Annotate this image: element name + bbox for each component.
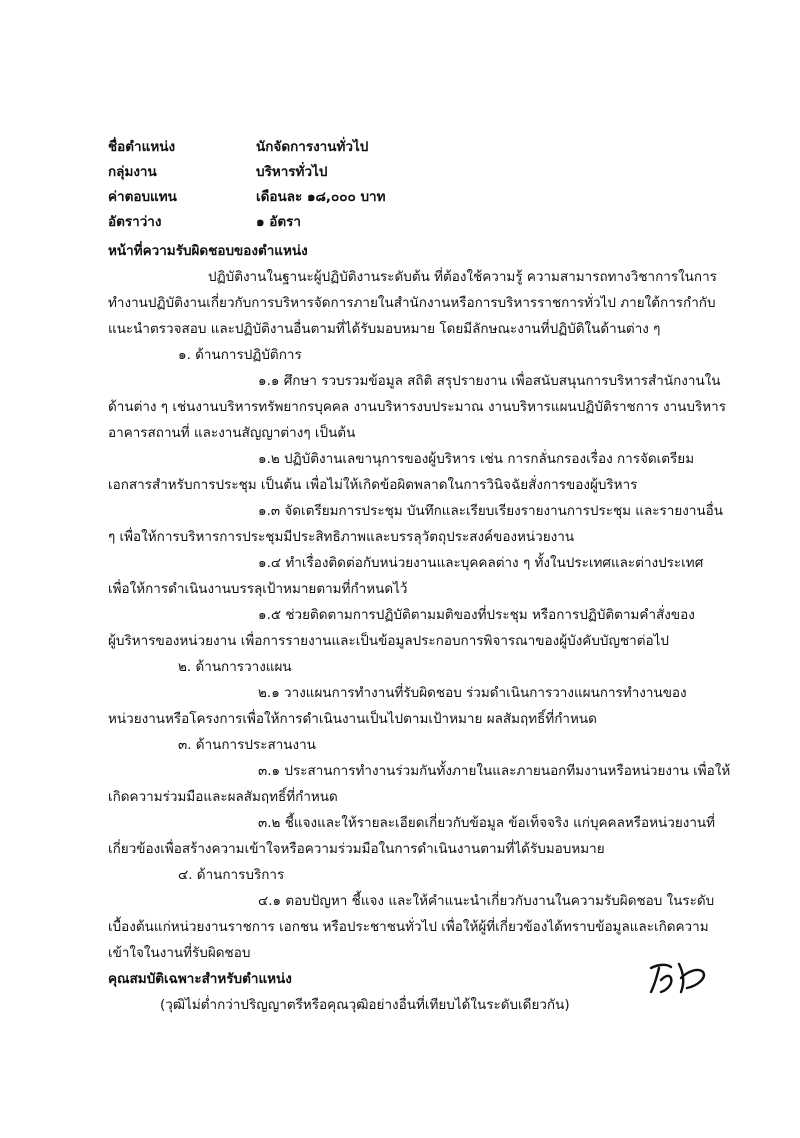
duty-line: ๑.๑ ศึกษา รวบรวมข้อมูล สถิติ สรุปรายงาน เพื่อสนับสนุนการบริหารสำนักงานใน bbox=[258, 373, 721, 389]
duty-line: หน่วยงานหรือโครงการเพื่อให้การดำเนินงานเป็นไปตามเป้าหมาย ผลสัมฤทธิ์ที่กำหนด bbox=[108, 711, 597, 727]
intro-line: ปฏิบัติงานในฐานะผู้ปฏิบัติงานระดับต้น ที่ต้องใช้ความรู้ ความสามารถทางวิชาการในการ bbox=[208, 269, 717, 285]
duty-line: เข้าใจในงานที่รับผิดชอบ bbox=[108, 945, 251, 961]
salary-value: เดือนละ ๑๘,๐๐๐ บาท bbox=[256, 189, 386, 205]
work-group-value: บริหารทั่วไป bbox=[256, 164, 328, 180]
salary-label: ค่าตอบแทน bbox=[108, 189, 177, 205]
section-title: ๔. ด้านการบริการ bbox=[178, 867, 285, 883]
duty-line: ๓.๑ ประสานการทำงานร่วมกันทั้งภายในและภายนอกทีมงานหรือหน่วยงาน เพื่อให้ bbox=[258, 763, 731, 779]
duty-line: ๓.๒ ชี้แจงและให้รายละเอียดเกี่ยวกับข้อมูล ข้อเท็จจริง แก่บุคคลหรือหน่วยงานที่ bbox=[258, 815, 716, 831]
duty-line: ๒.๑ วางแผนการทำงานที่รับผิดชอบ ร่วมดำเนินการวางแผนการทำงานของ bbox=[258, 685, 687, 701]
section-title: ๒. ด้านการวางแผน bbox=[178, 659, 292, 675]
duties-heading: หน้าที่ความรับผิดชอบของตำแหน่ง bbox=[108, 243, 308, 259]
qualifications-text: (วุฒิไม่ต่ำกว่าปริญญาตรีหรือคุณวุฒิอย่างอื่นที่เทียบได้ในระดับเดียวกัน) bbox=[160, 997, 570, 1013]
duty-line: ๑.๔ ทำเรื่องติดต่อกับหน่วยงานและบุคคลต่าง ๆ ทั้งในประเทศและต่างประเทศ bbox=[258, 555, 704, 571]
duty-line: เอกสารสำหรับการประชุม เป็นต้น เพื่อไม่ให้เกิดข้อผิดพลาดในการวินิจฉัยสั่งการของผู้บริหาร bbox=[108, 477, 638, 493]
duty-line: เพื่อให้การดำเนินงานบรรลุเป้าหมายตามที่กำหนดไว้ bbox=[108, 581, 408, 597]
section-title: ๓. ด้านการประสานงาน bbox=[178, 737, 316, 753]
duty-line: เบื้องต้นแก่หน่วยงานราชการ เอกชน หรือประชาชนทั่วไป เพื่อให้ผู้ที่เกี่ยวข้องได้ทราบข้อมูลและเกิดความ bbox=[108, 919, 709, 935]
intro-line: ทำงานปฏิบัติงานเกี่ยวกับการบริหารจัดการภายในสำนักงานหรือการบริหารราชการทั่วไป ภายใต้การกำกับ bbox=[108, 295, 716, 311]
section-title: ๑. ด้านการปฏิบัติการ bbox=[178, 347, 302, 363]
qualifications-heading: คุณสมบัติเฉพาะสำหรับตำแหน่ง bbox=[108, 971, 292, 987]
intro-line: แนะนำตรวจสอบ และปฏิบัติงานอื่นตามที่ได้รับมอบหมาย โดยมีลักษณะงานที่ปฏิบัติในด้านต่าง ๆ bbox=[108, 321, 661, 337]
duty-line: ผู้บริหารของหน่วยงาน เพื่อการรายงานและเป็นข้อมูลประกอบการพิจารณาของผู้บังคับบัญชาต่อไป bbox=[108, 633, 669, 649]
duty-line: ๆ เพื่อให้การบริหารการประชุมมีประสิทธิภาพและบรรลุวัตถุประสงค์ของหน่วยงาน bbox=[108, 529, 575, 545]
vacancy-value: ๑ อัตรา bbox=[256, 214, 301, 230]
position-value: นักจัดการงานทั่วไป bbox=[256, 139, 369, 155]
position-label: ชื่อตำแหน่ง bbox=[108, 139, 176, 155]
duty-line: อาคารสถานที่ และงานสัญญาต่างๆ เป็นต้น bbox=[108, 425, 356, 441]
duty-line: ๑.๕ ช่วยติดตามการปฏิบัติตามมติของที่ประชุม หรือการปฏิบัติตามคำสั่งของ bbox=[258, 607, 695, 623]
duty-line: ๑.๒ ปฏิบัติงานเลขานุการของผู้บริหาร เช่น การกลั่นกรองเรื่อง การจัดเตรียม bbox=[258, 451, 695, 467]
duty-line: ๑.๓ จัดเตรียมการประชุม บันทึกและเรียบเรียงรายงานการประชุม และรายงานอื่น bbox=[258, 503, 724, 519]
signature-mark bbox=[645, 958, 725, 998]
duty-line: ด้านต่าง ๆ เช่นงานบริหารทรัพยากรบุคคล งานบริหารงบประมาณ งานบริหารแผนปฏิบัติราชการ งานบริหาร bbox=[108, 399, 726, 415]
duty-line: เกี่ยวข้องเพื่อสร้างความเข้าใจหรือความร่วมมือในการดำเนินงานตามที่ได้รับมอบหมาย bbox=[108, 841, 605, 857]
duty-line: ๔.๑ ตอบปัญหา ชี้แจง และให้คำแนะนำเกี่ยวกับงานในความรับผิดชอบ ในระดับ bbox=[258, 893, 715, 909]
work-group-label: กลุ่มงาน bbox=[108, 164, 157, 180]
vacancy-label: อัตราว่าง bbox=[108, 214, 162, 230]
duty-line: เกิดความร่วมมือและผลสัมฤทธิ์ที่กำหนด bbox=[108, 789, 338, 805]
